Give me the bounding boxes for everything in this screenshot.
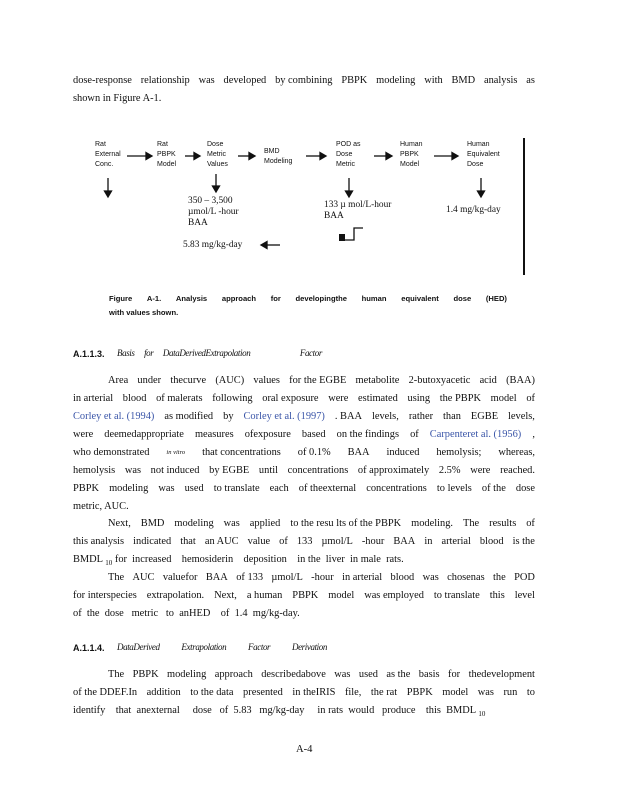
text-segment: the rat — [370, 687, 398, 698]
text-segment: model — [442, 687, 469, 698]
s3-p1-line-4: were deemedappropriate measures ofexposure based on the findings of Carpenteret al. (1956) , — [73, 427, 535, 443]
text-segment: a human — [246, 590, 283, 601]
box-bmd-modeling: BMD Modeling — [264, 148, 293, 165]
text-segment: PBPK — [406, 687, 433, 698]
text-segment: blood — [479, 536, 504, 547]
page-number: A-4 — [296, 744, 313, 755]
text-segment: of — [526, 393, 535, 404]
text-segment: under — [137, 375, 162, 386]
text-segment: The — [108, 669, 125, 680]
arrowhead-down-4 — [478, 191, 485, 197]
text-segment: modeling. — [411, 518, 454, 529]
text-segment: by combining — [275, 75, 333, 86]
text-segment: oral exposure — [262, 393, 319, 404]
text-segment: in arterial — [342, 572, 383, 583]
text-segment: reached. — [500, 465, 535, 476]
text-segment: each — [269, 483, 289, 494]
text-segment: Next, — [108, 518, 131, 529]
text-segment: for interspecies — [73, 590, 137, 601]
text-segment: of the — [481, 483, 506, 494]
text-segment: to translate — [213, 483, 260, 494]
s3-p2-line-3: BMDL $_{10}$ for increased hemosiderin deposition in the liver in male rats. — [73, 554, 404, 568]
s4-p1-line-3: identify that anexternal dose of 5.83 mg/kg-day in rats would produce this BMDL $_{10}$ — [73, 705, 486, 719]
text-segment: run — [503, 687, 518, 698]
section-title-a114: DataDerived Extrapolation Factor Derivation — [117, 642, 327, 652]
text-segment: file, — [344, 687, 362, 698]
text-segment: the PBPK — [439, 393, 482, 404]
text-segment: model — [328, 590, 355, 601]
text-segment: this analysis — [73, 536, 125, 547]
text-segment: blood — [122, 393, 147, 404]
text-segment: as the — [386, 669, 411, 680]
text-segment: analysis — [483, 75, 518, 86]
text-segment: values — [253, 375, 280, 386]
text-segment: presented — [243, 687, 283, 698]
text-segment: estimated — [358, 393, 398, 404]
text-segment: developingthe — [295, 294, 347, 303]
box-rat-pbpk-model: Rat PBPK Model — [157, 141, 177, 168]
s3-p1-line-3: Corley et al. (1994) as modified by Corley et al. (1997) . BAA levels, rather than EGBE levels, — [73, 409, 535, 425]
text-segment: the — [493, 572, 506, 583]
text-segment: BAA — [393, 536, 416, 547]
text-segment: model — [490, 393, 517, 404]
text-segment: level — [514, 590, 535, 601]
text-segment: to the data — [190, 687, 234, 698]
text-segment: The — [462, 518, 480, 529]
text-segment: 2-butoxyacetic — [408, 375, 471, 386]
s3-p1-line-6 — [73, 463, 535, 479]
arrowhead-down-1 — [105, 191, 112, 197]
intro-line-1 — [73, 73, 535, 89]
text-segment: modeling — [167, 669, 207, 680]
text-segment: Figure — [109, 294, 133, 303]
citation-corley-1997[interactable]: Corley et al. (1997) — [243, 411, 325, 422]
arrowhead-right-3 — [249, 153, 255, 160]
text-segment: were — [470, 465, 491, 476]
s4-p1-line-1 — [108, 667, 535, 683]
text-segment: was — [124, 465, 141, 476]
text-segment: used — [184, 483, 204, 494]
text-segment: this — [489, 590, 505, 601]
text-segment: acid — [479, 375, 497, 386]
text-segment: 133 — [296, 536, 313, 547]
text-segment: used — [358, 669, 378, 680]
arrowhead-right-4 — [320, 153, 326, 160]
box-human-equivalent-dose: Human Equivalent Dose — [467, 141, 500, 168]
text-segment: to the resu lts of the PBPK — [290, 518, 402, 529]
text-segment: as — [526, 75, 535, 86]
pod-value: 133 µ mol/L-hour BAA — [324, 200, 392, 221]
s3-p1-line-7 — [73, 481, 535, 497]
text-segment: PBPK — [292, 590, 319, 601]
text-segment: to translate — [433, 590, 480, 601]
dose-metric-range: 350 – 3,500 µmol/L -hour BAA — [188, 196, 239, 228]
arrowhead-right-6 — [452, 153, 458, 160]
text-segment: BMD — [451, 75, 476, 86]
text-segment: BAA — [205, 572, 228, 583]
text-segment: -hour — [311, 572, 334, 583]
text-segment: in — [424, 536, 433, 547]
marker-square — [339, 234, 345, 241]
s3-p1-line-5: who demonstrated in vitro that concentrations of 0.1% BAA induced hemolysis; whereas, — [73, 447, 535, 458]
text-segment: results — [489, 518, 517, 529]
text-segment: was — [223, 518, 240, 529]
text-segment: (HED) — [485, 294, 507, 303]
text-segment: modeling — [376, 75, 416, 86]
s3-p2-line-2 — [73, 534, 535, 550]
s3-p1-line-8: metric, AUC. — [73, 501, 129, 512]
arrowhead-down-3 — [346, 191, 353, 197]
text-segment: dose-response — [73, 75, 132, 86]
text-segment: to levels — [436, 483, 472, 494]
text-segment: The — [108, 572, 125, 583]
section-number-a114: A.1.1.4. — [73, 643, 105, 653]
section-number-a113: A.1.1.3. — [73, 349, 105, 359]
citation-carpenter-1956[interactable]: Carpenteret al. (1956) — [429, 429, 522, 440]
text-segment: by EGBE — [209, 465, 250, 476]
box-rat-external-conc: Rat External Conc. — [95, 141, 121, 168]
text-segment: BMD — [140, 518, 165, 529]
arrowhead-left — [261, 242, 267, 249]
text-segment: basis — [418, 669, 440, 680]
box-dose-metric-values: Dose Metric Values — [207, 141, 228, 168]
text-segment: arterial — [441, 536, 471, 547]
text-segment: describedabove — [261, 669, 326, 680]
arrowhead-right-2 — [194, 153, 200, 160]
text-segment: blood — [390, 572, 415, 583]
text-segment: using — [407, 393, 431, 404]
text-segment: (BAA) — [506, 375, 535, 386]
text-segment: of theexternal — [298, 483, 357, 494]
arrowhead-right-5 — [386, 153, 392, 160]
text-segment: applied — [249, 518, 281, 529]
section-title-a113: Basis for DataDerivedExtrapolation Factor — [117, 348, 322, 358]
text-segment: thecurve — [170, 375, 207, 386]
text-segment: 2.5% — [438, 465, 461, 476]
text-segment: of — [526, 518, 535, 529]
text-segment: that — [180, 536, 196, 547]
text-segment: Analysis — [175, 294, 208, 303]
text-segment: A-1. — [146, 294, 162, 303]
s3-p3-line-1 — [108, 570, 535, 586]
text-segment: in theIRIS — [292, 687, 336, 698]
text-segment: value — [247, 536, 271, 547]
text-segment: thedevelopment — [468, 669, 535, 680]
text-segment: was employed — [364, 590, 424, 601]
text-segment: was — [158, 483, 175, 494]
text-segment: µmol/L — [321, 536, 353, 547]
text-segment: human — [361, 294, 387, 303]
text-segment: of malerats — [156, 393, 203, 404]
text-segment: PBPK — [73, 483, 99, 494]
text-segment: for — [270, 294, 281, 303]
text-segment: is the — [512, 536, 535, 547]
text-segment: equivalent — [401, 294, 439, 303]
text-segment: for — [448, 669, 461, 680]
s3-p1-line-1 — [108, 373, 535, 389]
text-segment: relationship — [140, 75, 190, 86]
text-segment: dose — [515, 483, 535, 494]
text-segment: were — [328, 393, 349, 404]
text-segment: was — [334, 669, 351, 680]
text-segment: concentrations — [287, 465, 349, 476]
text-segment: addition — [146, 687, 181, 698]
text-segment: µmol/L — [271, 572, 303, 583]
text-segment: valuefor — [162, 572, 198, 583]
text-segment: modeling — [109, 483, 149, 494]
text-segment: PBPK — [341, 75, 368, 86]
text-segment: of — [279, 536, 288, 547]
text-segment: extrapolation. — [146, 590, 205, 601]
text-segment: of 133 — [236, 572, 264, 583]
marker-bracket — [345, 228, 363, 240]
text-segment: was — [422, 572, 439, 583]
arrowhead-down-2 — [213, 186, 220, 192]
text-segment: chosenas — [447, 572, 485, 583]
text-segment: Next, — [214, 590, 237, 601]
text-segment: Area — [108, 375, 129, 386]
s3-p3-line-3: of the dose metric to anHED of 1.4 mg/kg-day. — [73, 608, 300, 619]
text-segment: hemolysis — [73, 465, 116, 476]
text-segment: dose — [453, 294, 472, 303]
text-segment: until — [258, 465, 278, 476]
box-human-pbpk-model: Human PBPK Model — [400, 141, 423, 168]
text-segment: approach — [221, 294, 257, 303]
text-segment: (AUC) — [215, 375, 245, 386]
text-segment: indicated — [133, 536, 172, 547]
s3-p3-line-2 — [73, 588, 535, 604]
text-segment: metabolite — [355, 375, 400, 386]
arrowhead-right-1 — [146, 153, 152, 160]
text-segment: modeling — [174, 518, 214, 529]
text-segment: concentrations — [366, 483, 427, 494]
text-segment: in arterial — [73, 393, 114, 404]
intro-line-2: shown in Figure A-1. — [73, 93, 162, 104]
external-dose-value: 5.83 mg/kg-day — [183, 240, 243, 250]
text-segment: with — [424, 75, 443, 86]
s3-p1-line-2 — [73, 391, 535, 407]
text-segment: to — [526, 687, 535, 698]
text-segment: of the DDEF.In — [73, 687, 138, 698]
text-segment: developed — [223, 75, 267, 86]
box-pod-as-dose-metric: POD as Dose Metric — [336, 141, 361, 168]
text-segment: of approximately — [357, 465, 430, 476]
s4-p1-line-2 — [73, 685, 535, 701]
hed-value: 1.4 mg/kg-day — [446, 205, 501, 215]
text-segment: following — [212, 393, 253, 404]
text-segment: not induced — [150, 465, 200, 476]
figure-a1 — [84, 136, 530, 322]
text-segment: was — [477, 687, 494, 698]
text-segment: approach — [214, 669, 253, 680]
text-segment: AUC — [132, 572, 155, 583]
figure-caption-line-2: with values shown. — [109, 308, 179, 317]
text-segment: an AUC — [204, 536, 239, 547]
citation-corley-1994[interactable]: Corley et al. (1994) — [73, 411, 155, 422]
text-segment: PBPK — [132, 669, 159, 680]
text-segment: -hour — [361, 536, 385, 547]
text-segment: POD — [514, 572, 535, 583]
text-segment: for the EGBE — [289, 375, 347, 386]
s3-p2-line-1 — [108, 516, 535, 532]
text-segment: was — [198, 75, 215, 86]
figure-caption-line-1 — [109, 294, 507, 303]
